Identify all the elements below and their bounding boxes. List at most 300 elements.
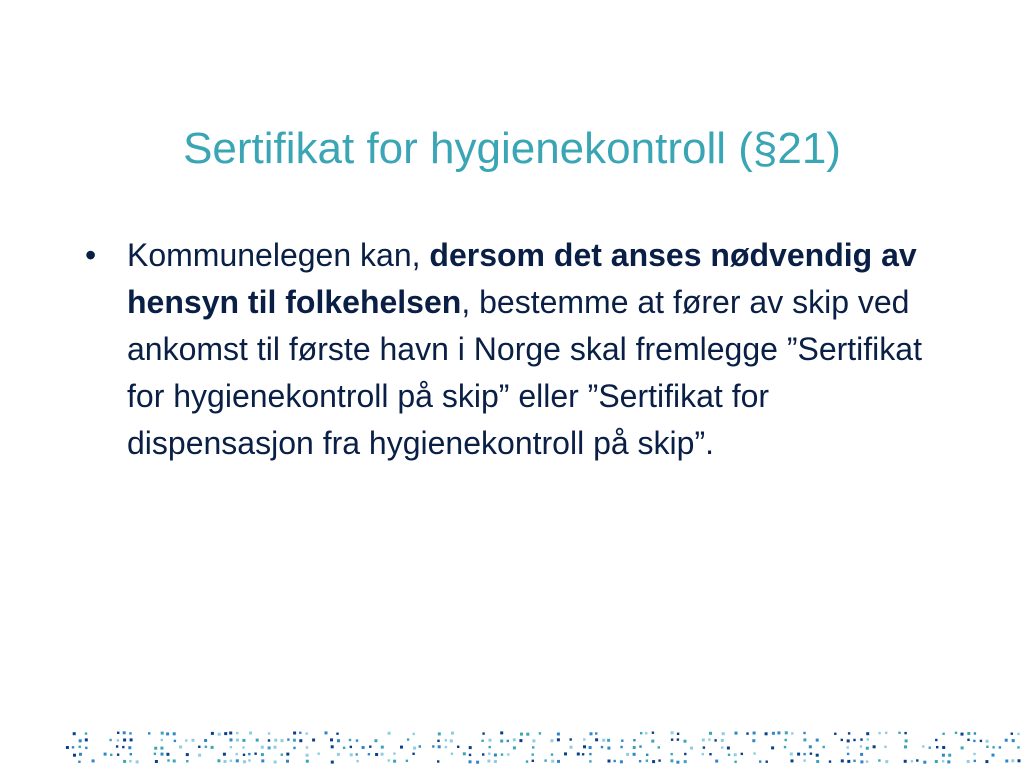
decorative-dot	[343, 747, 345, 749]
decorative-dot	[325, 731, 328, 734]
decorative-dot	[116, 745, 118, 747]
decorative-dot	[482, 753, 484, 755]
decorative-dot	[702, 753, 704, 755]
decorative-dot	[709, 732, 712, 735]
decorative-dot	[186, 760, 188, 762]
decorative-dot	[735, 732, 738, 735]
decorative-dot	[771, 746, 774, 749]
decorative-dot	[803, 732, 805, 734]
decorative-dot	[816, 754, 819, 757]
decorative-dot	[256, 739, 259, 742]
decorative-dot	[123, 739, 126, 742]
decorative-dot	[413, 733, 415, 735]
decorative-dot	[198, 746, 200, 748]
decorative-dot	[974, 760, 976, 762]
decorative-dot	[204, 739, 207, 742]
decorative-dot	[128, 746, 131, 749]
decorative-dot	[336, 733, 338, 735]
decorative-dot	[154, 747, 157, 750]
decorative-dot	[1011, 733, 1013, 735]
decorative-dot	[860, 760, 863, 763]
decorative-dot	[853, 739, 855, 741]
decorative-dot	[785, 731, 788, 734]
decorative-dot	[544, 759, 546, 761]
decorative-dot	[487, 760, 490, 763]
decorative-dot	[702, 739, 705, 742]
decorative-dot	[318, 753, 320, 755]
decorative-dot	[753, 752, 755, 754]
decorative-dot	[381, 753, 384, 756]
decorative-dot	[350, 753, 353, 756]
decorative-dot	[330, 738, 333, 741]
decorative-dot	[248, 759, 250, 761]
decorative-dot	[999, 746, 1001, 748]
decorative-dot	[922, 745, 924, 747]
decorative-dot	[640, 732, 642, 734]
decorative-dot	[986, 740, 989, 743]
slide-title: Sertifikat for hygienekontroll (§21)	[183, 124, 841, 173]
decorative-dot	[823, 746, 825, 748]
decorative-dot	[79, 739, 82, 742]
decorative-dot	[519, 739, 522, 742]
decorative-dot	[129, 732, 131, 734]
decorative-dot	[211, 732, 214, 735]
decorative-dot	[186, 753, 189, 756]
decorative-dot	[715, 760, 718, 763]
decorative-dot	[526, 760, 528, 762]
decorative-dot	[942, 760, 944, 762]
decorative-dot	[412, 753, 414, 755]
decorative-dot	[905, 739, 908, 742]
decorative-dot	[287, 738, 289, 740]
decorative-dot	[684, 753, 686, 755]
decorative-dot	[620, 760, 623, 763]
decorative-dot	[299, 739, 302, 742]
decorative-dot	[223, 753, 226, 756]
decorative-dot	[992, 746, 994, 748]
decorative-dot	[590, 732, 593, 735]
decorative-dot	[752, 739, 755, 742]
decorative-dot	[829, 760, 831, 762]
decorative-dot	[633, 753, 636, 756]
decorative-dot	[557, 738, 560, 741]
decorative-dot	[437, 760, 439, 762]
decorative-dot	[803, 753, 805, 755]
decorative-dot	[349, 739, 351, 741]
decorative-dot	[174, 740, 176, 742]
decorative-dot	[916, 759, 918, 761]
decorative-dot	[356, 753, 358, 755]
decorative-dot	[192, 739, 195, 742]
decorative-dot	[873, 745, 876, 748]
decorative-dot	[261, 753, 264, 756]
decorative-dot	[936, 746, 938, 748]
decorative-dot	[337, 739, 340, 742]
decorative-dot	[860, 745, 862, 747]
decorative-dot	[765, 732, 768, 735]
decorative-dot	[532, 739, 535, 742]
decorative-dot	[489, 739, 492, 742]
decorative-dot	[249, 732, 252, 735]
decorative-dot	[955, 732, 957, 734]
decorative-dot	[904, 760, 907, 763]
decorative-dot	[274, 746, 277, 749]
decorative-dot	[281, 739, 284, 742]
decorative-dot	[161, 739, 163, 741]
decorative-dot	[198, 754, 201, 757]
decorative-dot	[419, 745, 421, 747]
decorative-dot	[445, 746, 447, 748]
decorative-dot	[122, 746, 124, 748]
decorative-dot	[929, 747, 931, 749]
decorative-dot	[154, 753, 156, 755]
decorative-dot	[986, 746, 988, 748]
decorative-dot	[923, 761, 926, 764]
decorative-dot	[293, 747, 295, 749]
decorative-dot	[451, 732, 454, 735]
decorative-dot	[1012, 739, 1015, 742]
decorative-dot	[973, 740, 975, 742]
decorative-dot	[160, 747, 163, 750]
decorative-dot	[589, 760, 591, 762]
decorative-dot	[109, 739, 111, 741]
decorative-dot	[286, 753, 289, 756]
bullet-text	[127, 232, 927, 467]
decorative-dot	[885, 760, 888, 763]
decorative-dot	[904, 732, 906, 734]
decorative-dot	[451, 753, 453, 755]
decorative-dot	[242, 739, 245, 742]
decorative-dot	[652, 732, 654, 734]
decorative-dot	[218, 733, 221, 736]
decorative-dot	[1011, 759, 1014, 762]
decorative-dot	[494, 760, 497, 763]
decorative-dot	[658, 746, 660, 748]
decorative-dot	[911, 760, 913, 762]
decorative-dot	[791, 732, 793, 734]
decorative-dot	[947, 760, 950, 763]
decorative-dot	[261, 759, 264, 762]
decorative-dot	[79, 753, 82, 756]
decorative-dot	[78, 761, 80, 763]
decorative-dot	[878, 759, 880, 761]
decorative-dot	[286, 760, 289, 763]
decorative-dot	[797, 753, 800, 756]
decorative-dot	[66, 746, 69, 749]
decorative-dot	[550, 739, 553, 742]
decorative-dot	[306, 760, 309, 763]
decorative-dot	[406, 760, 408, 762]
decorative-dot	[878, 732, 880, 734]
decorative-dot	[557, 733, 560, 736]
decorative-dot	[166, 732, 169, 735]
bullet-intro: Kommunelegen kan,	[127, 237, 430, 273]
decorative-dot	[948, 754, 951, 757]
decorative-dot	[457, 746, 459, 748]
decorative-dot	[268, 746, 271, 749]
decorative-dot	[268, 732, 270, 734]
decorative-dot	[381, 746, 384, 749]
decorative-dot	[942, 746, 945, 749]
decorative-dot	[92, 759, 95, 762]
decorative-dot	[393, 752, 395, 754]
decorative-dot	[167, 759, 169, 761]
decorative-dot	[356, 760, 358, 762]
decorative-dot	[942, 733, 944, 735]
decorative-dot	[867, 738, 869, 740]
decorative-dot	[785, 739, 787, 741]
decorative-dot	[369, 746, 371, 748]
decorative-dot	[532, 760, 534, 762]
decorative-dot	[229, 732, 232, 735]
decorative-dot	[651, 740, 654, 743]
decorative-dot	[621, 740, 623, 742]
decorative-dot	[577, 753, 580, 756]
decorative-dot	[614, 760, 616, 762]
decorative-dot	[513, 738, 516, 741]
decorative-dot	[1017, 733, 1019, 735]
decorative-dot	[589, 753, 591, 755]
decorative-dot	[388, 732, 391, 735]
decorative-dot	[337, 753, 340, 756]
decorative-dot	[639, 745, 641, 747]
bullet-icon: •	[85, 237, 97, 273]
bullet-rest: , bestemme at fører av skip ved ankomst til første havn i Norge skal fremlegge ”Sertifikat for hygienekontroll på skip” eller ”Sertifikat for dispensasjon fra hygienekontroll på skip”.	[127, 284, 922, 461]
decorative-dot	[866, 747, 869, 750]
decorative-dot	[432, 745, 434, 747]
decorative-dot	[645, 732, 647, 734]
decorative-dot	[608, 760, 611, 763]
decorative-dot-pattern	[0, 728, 1024, 768]
decorative-dot	[306, 746, 308, 748]
decorative-dot	[646, 760, 648, 762]
decorative-dot	[293, 732, 296, 735]
decorative-dot	[482, 732, 484, 734]
decorative-dot	[942, 754, 945, 757]
decorative-dot	[639, 760, 641, 762]
decorative-dot	[677, 738, 679, 740]
decorative-dot	[570, 746, 573, 749]
decorative-dot	[727, 747, 730, 750]
decorative-dot	[438, 745, 441, 748]
decorative-dot	[809, 745, 812, 748]
decorative-dot	[375, 753, 378, 756]
decorative-dot	[607, 739, 610, 742]
decorative-dot	[73, 732, 76, 735]
slide-content	[85, 232, 945, 467]
decorative-dot	[400, 746, 403, 749]
decorative-dot	[331, 745, 334, 748]
decorative-dot	[123, 731, 126, 734]
decorative-dot	[1018, 759, 1021, 762]
decorative-dot	[741, 753, 743, 755]
decorative-dot	[866, 760, 868, 762]
decorative-dot	[1005, 739, 1008, 742]
decorative-dot	[973, 753, 975, 755]
decorative-dot	[935, 739, 937, 741]
decorative-dot	[242, 746, 244, 748]
decorative-dot	[607, 747, 610, 750]
decorative-dot	[117, 754, 119, 756]
decorative-dot	[714, 739, 716, 741]
decorative-dot	[130, 738, 133, 741]
decorative-dot	[759, 760, 761, 762]
decorative-dot	[281, 754, 283, 756]
decorative-dot	[85, 738, 88, 741]
decorative-dot	[488, 753, 490, 755]
decorative-dot	[620, 746, 622, 748]
decorative-dot	[230, 738, 233, 741]
decorative-dot	[790, 753, 793, 756]
decorative-dot	[853, 760, 855, 762]
decorative-dot	[539, 732, 541, 734]
decorative-dot	[173, 760, 176, 763]
decorative-dot	[551, 760, 554, 763]
decorative-dot	[684, 760, 687, 763]
decorative-dot	[526, 733, 529, 736]
decorative-dot	[312, 739, 315, 742]
decorative-dot	[670, 759, 673, 762]
decorative-dot	[407, 738, 409, 740]
decorative-dot	[677, 733, 679, 735]
decorative-dot	[274, 739, 277, 742]
decorative-dot	[123, 760, 126, 763]
decorative-dot	[816, 739, 819, 742]
decorative-dot	[551, 753, 553, 755]
decorative-dot	[961, 746, 964, 749]
decorative-dot	[803, 738, 806, 741]
decorative-dot	[557, 760, 560, 763]
decorative-dot	[671, 753, 673, 755]
decorative-dot	[847, 753, 849, 755]
decorative-dot	[885, 732, 887, 734]
decorative-dot	[626, 753, 629, 756]
decorative-dot	[589, 746, 592, 749]
decorative-dot	[513, 746, 516, 749]
decorative-dot	[130, 753, 132, 755]
decorative-dot	[230, 746, 232, 748]
decorative-dot	[967, 739, 969, 741]
decorative-dot	[306, 754, 309, 757]
decorative-dot	[582, 753, 584, 755]
decorative-dot	[500, 731, 503, 734]
decorative-dot	[766, 761, 768, 763]
decorative-dot	[236, 753, 238, 755]
decorative-dot	[690, 747, 693, 750]
decorative-dot	[722, 732, 725, 735]
decorative-dot	[117, 739, 119, 741]
decorative-dot	[721, 746, 723, 748]
decorative-dot	[676, 761, 679, 764]
decorative-dot	[205, 746, 207, 748]
decorative-dot	[85, 732, 87, 734]
decorative-dot	[791, 759, 794, 762]
decorative-dot	[293, 739, 296, 742]
decorative-dot	[248, 753, 250, 755]
decorative-dot	[601, 746, 603, 748]
decorative-dot	[463, 752, 466, 755]
decorative-dot	[728, 754, 730, 756]
decorative-dot	[777, 731, 780, 734]
decorative-dot	[684, 740, 687, 743]
decorative-dot	[841, 759, 844, 762]
decorative-dot	[331, 761, 334, 764]
decorative-dot	[847, 739, 850, 742]
decorative-dot	[602, 739, 605, 742]
decorative-dot	[703, 746, 705, 748]
decorative-dot	[274, 761, 277, 764]
decorative-dot	[243, 760, 246, 763]
decorative-dot	[211, 746, 214, 749]
decorative-dot	[413, 747, 416, 750]
decorative-dot	[161, 753, 164, 756]
decorative-dot	[985, 760, 988, 763]
decorative-dot	[481, 740, 483, 742]
decorative-dot	[860, 753, 863, 756]
decorative-dot	[79, 746, 81, 748]
decorative-dot	[166, 753, 169, 756]
decorative-dot	[438, 732, 441, 735]
decorative-dot	[72, 746, 74, 748]
decorative-dot	[992, 754, 995, 757]
decorative-dot	[374, 739, 377, 742]
decorative-dot	[708, 738, 710, 740]
decorative-dot	[810, 753, 812, 755]
decorative-dot	[450, 739, 453, 742]
decorative-dot	[583, 738, 585, 740]
decorative-dot	[507, 753, 509, 755]
decorative-dot	[595, 732, 597, 734]
decorative-dot	[104, 753, 107, 756]
decorative-dot	[362, 746, 365, 749]
decorative-dot	[268, 739, 270, 741]
decorative-dot	[230, 760, 232, 762]
decorative-dot	[117, 732, 119, 734]
decorative-dot	[974, 732, 976, 734]
decorative-dot	[299, 732, 301, 734]
decorative-dot	[85, 747, 87, 749]
decorative-dot	[185, 739, 187, 741]
decorative-dot	[532, 753, 534, 755]
decorative-dot	[848, 732, 850, 734]
decorative-dot	[217, 759, 220, 762]
decorative-dot	[803, 759, 805, 761]
decorative-dot	[961, 733, 964, 736]
decorative-dot	[671, 731, 674, 734]
decorative-dot	[494, 754, 497, 757]
decorative-dot	[507, 740, 509, 742]
decorative-dot	[884, 746, 886, 748]
decorative-dot	[469, 760, 472, 763]
decorative-dot	[967, 760, 970, 763]
decorative-dot	[734, 761, 736, 763]
decorative-dot	[476, 761, 479, 764]
decorative-dot	[393, 760, 396, 763]
decorative-dot	[847, 760, 850, 763]
bullet-emphasis: dersom det anses nødvendig av hensyn til folkehelsen	[127, 237, 917, 320]
decorative-dot	[980, 740, 982, 742]
decorative-dot	[437, 740, 439, 742]
decorative-dot	[243, 754, 245, 756]
decorative-dot	[1017, 746, 1019, 748]
decorative-dot	[532, 746, 534, 748]
decorative-dot	[236, 759, 239, 762]
decorative-dot	[110, 754, 112, 756]
decorative-dot	[841, 739, 843, 741]
decorative-dot	[306, 732, 308, 734]
decorative-dot	[860, 738, 862, 740]
decorative-dot	[469, 754, 471, 756]
